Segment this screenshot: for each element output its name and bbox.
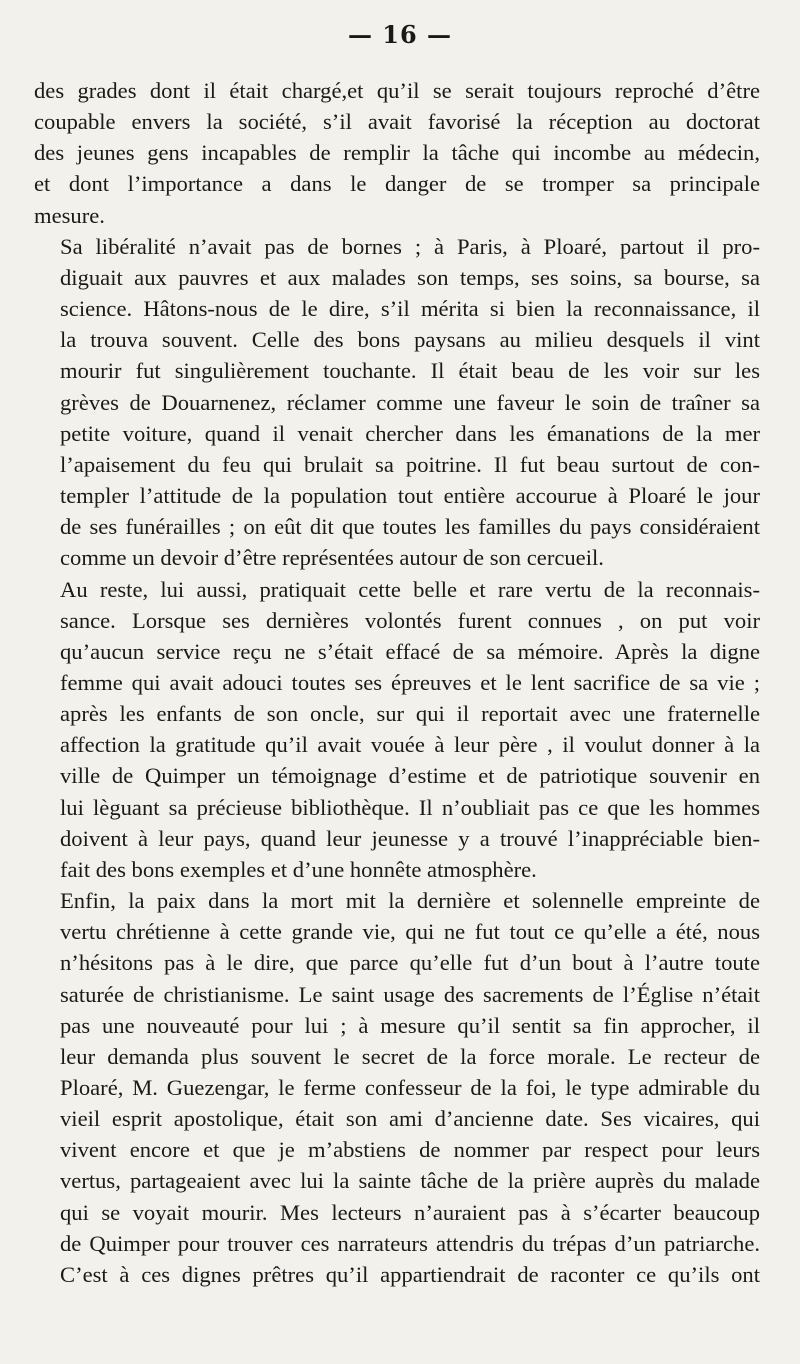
text-line: de Quimper pour trouver ces narrateurs attendris du trépas d’un patriarche. bbox=[60, 1230, 760, 1256]
paragraph bbox=[34, 885, 760, 1290]
text-line: qu’aucun service reçu ne s’était effacé de sa mémoire. Après la digne bbox=[60, 638, 760, 664]
text-line: de ses funérailles ; on eût dit que toutes les familles du pays considéraient bbox=[60, 514, 760, 540]
text-line: affection la gratitude qu’il avait vouée à leur père , il voulut donner à la bbox=[60, 732, 760, 758]
text-line: qui se voyait mourir. Mes lecteurs n’auraient pas à s’écarter beaucoup bbox=[60, 1199, 760, 1225]
text-line: doivent à leur pays, quand leur jeunesse y a trouvé l’inappréciable bien- bbox=[60, 825, 760, 851]
text-line: après les enfants de son oncle, sur qui il reportait avec une fraternelle bbox=[60, 701, 760, 727]
text-line: mesure. bbox=[34, 202, 105, 228]
text-line: science. Hâtons-nous de le dire, s’il mérita si bien la reconnaissance, il bbox=[60, 296, 760, 322]
text-line: petite voiture, quand il venait chercher dans les émanations de la mer bbox=[60, 420, 760, 446]
text-line: vieil esprit apostolique, était son ami d’ancienne date. Ses vicaires, qui bbox=[60, 1106, 760, 1132]
text-line: mourir fut singulièrement touchante. Il était beau de les voir sur les bbox=[60, 358, 760, 384]
text-line: leur demanda plus souvent le secret de la force morale. Le recteur de bbox=[60, 1043, 760, 1069]
page-number: — 16 — bbox=[347, 20, 453, 49]
text-line: Ploaré, M. Guezengar, le ferme confesseur de la foi, le type admirable du bbox=[60, 1075, 760, 1100]
text-line: n’hésitons pas à le dire, que parce qu’elle fut d’un bout à l’autre toute bbox=[60, 950, 760, 976]
text-line: grèves de Douarnenez, réclamer comme une faveur le soin de traîner sa bbox=[60, 389, 760, 415]
text-line: et dont l’importance a dans le danger de se tromper sa principale bbox=[34, 171, 760, 197]
text-line: des jeunes gens incapables de remplir la tâche qui incombe au médecin, bbox=[34, 140, 760, 166]
text-line: comme un devoir d’être représentées autour de son cercueil. bbox=[60, 545, 604, 571]
text-line: vertus, partageaient avec lui la sainte tâche de la prière auprès du malade bbox=[60, 1168, 760, 1194]
text-line: sance. Lorsque ses dernières volontés furent connues , on put voir bbox=[60, 607, 760, 633]
text-line: fait des bons exemples et d’une honnête atmosphère. bbox=[60, 856, 537, 882]
text-line: lui lèguant sa précieuse bibliothèque. Il n’oubliait pas ce que les hommes bbox=[60, 794, 760, 820]
text-line: la trouva souvent. Celle des bons paysans au milieu desquels il vint bbox=[60, 327, 760, 353]
text-line: pas une nouveauté pour lui ; à mesure qu’il sentit sa fin approcher, il bbox=[60, 1012, 760, 1038]
paragraph bbox=[34, 75, 760, 231]
text-line: saturée de christianisme. Le saint usage des sacrements de l’Église n’était bbox=[60, 981, 760, 1007]
paragraph bbox=[34, 574, 760, 886]
text-line: vivent encore et que je m’abstiens de nommer par respect pour leurs bbox=[60, 1137, 760, 1163]
text-line: templer l’attitude de la population tout entière accourue à Ploaré le jour bbox=[60, 483, 760, 509]
text-line: Enfin, la paix dans la mort mit la dernière et solennelle empreinte de bbox=[60, 888, 760, 914]
text-line: C’est à ces dignes prêtres qu’il appartiendrait de raconter ce qu’ils ont bbox=[60, 1261, 760, 1287]
text-line: l’apaisement du feu qui brulait sa poitrine. Il fut beau surtout de con- bbox=[60, 451, 760, 477]
text-line: des grades dont il était chargé,et qu’il se serait toujours reproché d’être bbox=[34, 78, 760, 103]
body-text bbox=[34, 75, 760, 1290]
text-line: diguait aux pauvres et aux malades son temps, ses soins, sa bourse, sa bbox=[60, 264, 760, 290]
text-line: vertu chrétienne à cette grande vie, qui ne fut tout ce qu’elle a été, nous bbox=[60, 919, 760, 945]
paragraph bbox=[34, 231, 760, 574]
text-line: Au reste, lui aussi, pratiquait cette belle et rare vertu de la reconnais- bbox=[60, 576, 760, 602]
text-line: coupable envers la société, s’il avait favorisé la réception au doctorat bbox=[34, 109, 760, 135]
text-line: Sa libéralité n’avait pas de bornes ; à Paris, à Ploaré, partout il pro- bbox=[60, 233, 760, 259]
text-line: femme qui avait adouci toutes ses épreuves et le lent sacrifice de sa vie ; bbox=[60, 669, 760, 695]
text-line: ville de Quimper un témoignage d’estime et de patriotique souvenir en bbox=[60, 763, 760, 789]
